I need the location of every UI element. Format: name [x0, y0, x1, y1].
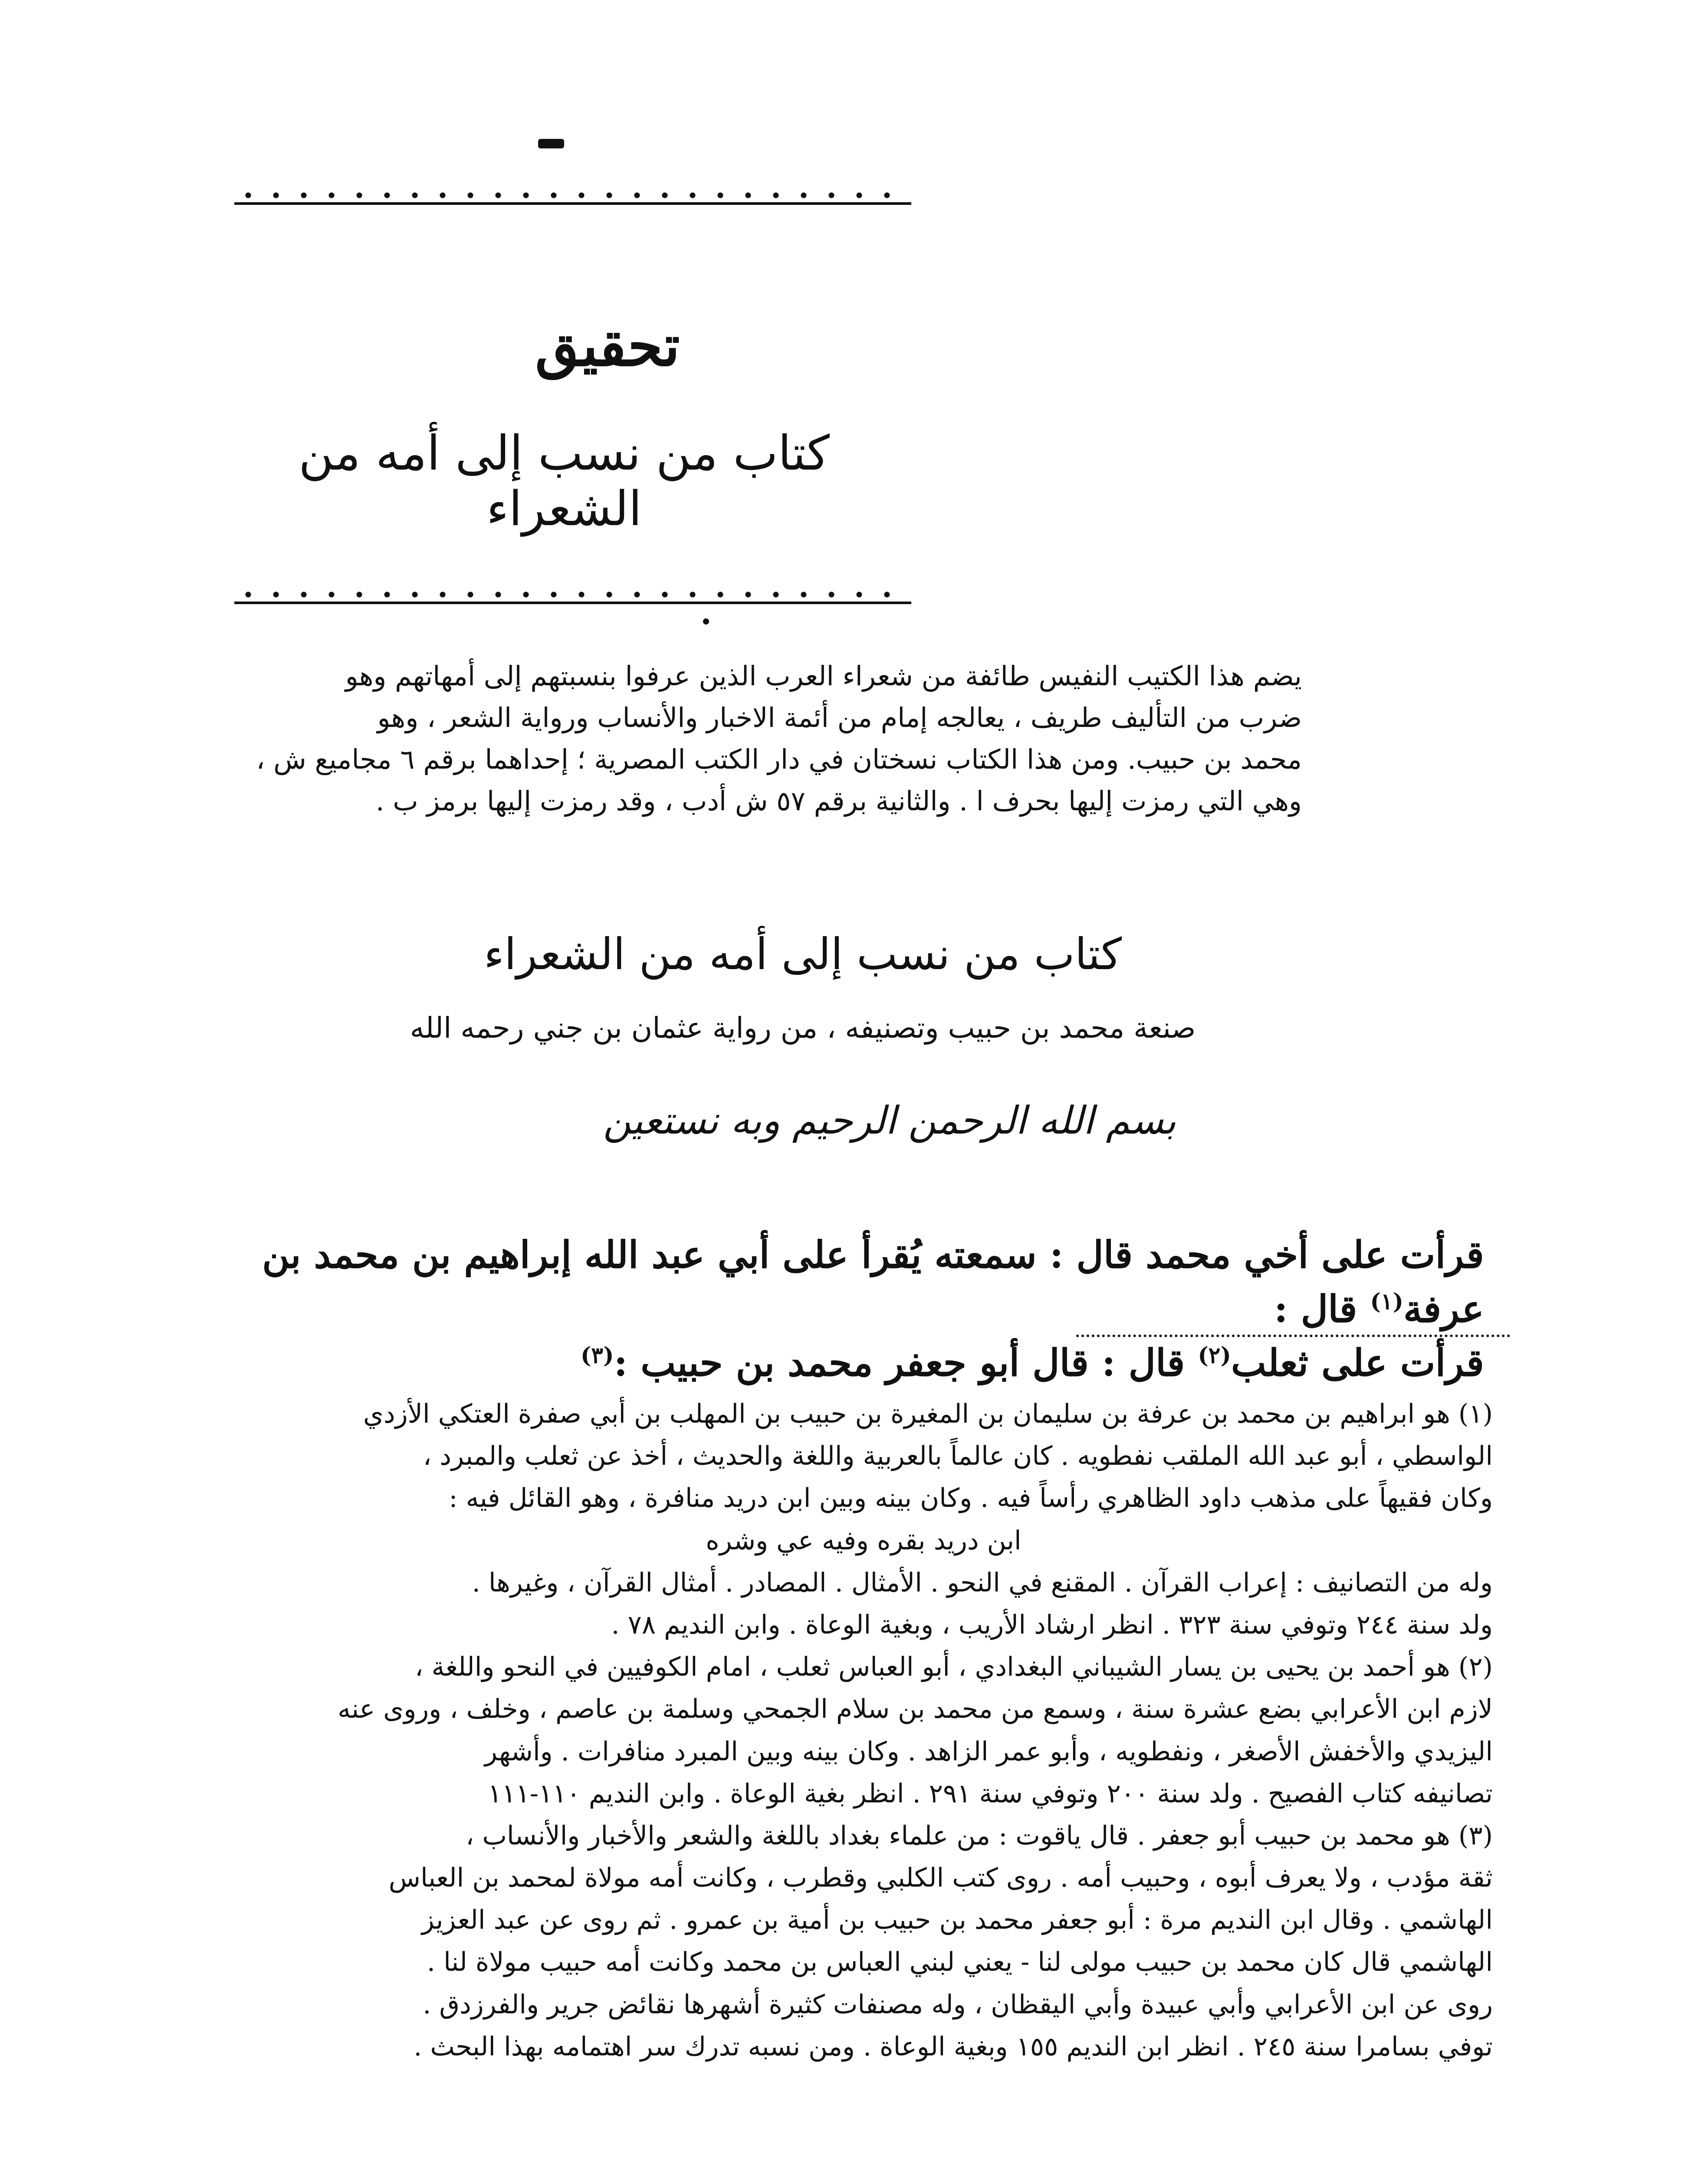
top-ornament-border	[234, 187, 911, 208]
footnote-line: الهاشمي قال كان محمد بن حبيب مولى لنا - يعني لبني العباس بن محمد وكانت أمه حبيب مولاة لنا .	[427, 1947, 1493, 1978]
isnad-text: قال :	[1274, 1287, 1357, 1331]
footnote-line: وله من التصانيف : إعراب القرآن . المقنع في النحو . الأمثال . المصادر . أمثال القرآن ، وغيرها .	[472, 1567, 1493, 1598]
isnad-text: قرأت على ثعلب	[1231, 1341, 1484, 1385]
book-attribution: صنعة محمد بن حبيب وتصنيفه ، من رواية عثمان بن جني رحمه الله	[410, 1011, 1196, 1045]
isnad-text: قال : قال أبو جعفر محمد بن حبيب :	[614, 1341, 1185, 1385]
footnote-line: تصانيفه كتاب الفصيح . ولد سنة ٢٠٠ وتوفي سنة ٢٩١ . انظر بغية الوعاة . وابن النديم ١١٠-١١١	[488, 1778, 1493, 1809]
footnote-separator	[1076, 1335, 1510, 1337]
footnote-line: ثقة مؤدب ، ولا يعرف أبوه ، وحبيب أمه . روى كتب الكلبي وقطرب ، وكانت أمه مولاة لمحمد بن العباس	[388, 1863, 1493, 1894]
footnote-line: (٣) هو محمد بن حبيب أبو جعفر . قال ياقوت : من علماء بغداد باللغة والشعر والأخبار والأنساب ،	[466, 1820, 1493, 1851]
footnote-line: الهاشمي . وقال ابن النديم مرة : أبو جعفر محمد بن حبيب بن أمية بن عمرو . ثم روى عن عبد العزيز	[421, 1905, 1493, 1936]
footnote-line: روى عن ابن الأعرابي وأبي عبيدة وأبي اليقظان ، وله مصنفات كثيرة أشهرها نقائض جرير والفرزدق .	[423, 1989, 1493, 2020]
footnote-line: ولد سنة ٢٤٤ وتوفي سنة ٣٢٣ . انظر ارشاد الأريب ، وبغية الوعاة . وابن النديم ٧٨ .	[611, 1609, 1493, 1640]
book-title: كتاب من نسب إلى أمه من الشعراء	[484, 929, 1122, 980]
intro-line: وهي التي رمزت إليها بحرف ا . والثانية برقم ٥٧ ش أدب ، وقد رمزت إليها برمز ب .	[375, 785, 1302, 817]
footnote-ref-1: (١)	[1370, 1289, 1404, 1315]
footnote-ref-3: (٣)	[580, 1342, 614, 1369]
page-title: تحقيق	[535, 312, 680, 379]
top-mark	[538, 139, 564, 148]
footnote-line: الواسطي ، أبو عبد الله الملقب نفطويه . كان عالماً بالعربية واللغة والحديث ، أخذ عن ثعلب والمبرد ،	[423, 1441, 1493, 1472]
footnotes	[234, 1393, 1493, 2068]
isnad-line-1	[234, 1228, 1484, 1336]
isnad-chain	[234, 1228, 1484, 1391]
footnote-line: توفي بسامرا سنة ٢٤٥ . انظر ابن النديم ١٥٥ وبغية الوعاة . ومن نسبه تدرك سر اهتمامه بهذا البحث .	[414, 2031, 1493, 2062]
footnote-verse: ابن دريد بقره وفيه عي وشره	[706, 1525, 1022, 1556]
isnad-text: قرأت على أخي محمد قال : سمعته يُقرأ على أبي عبد الله إبراهيم بن محمد بن عرفة	[262, 1233, 1484, 1331]
footnote-ref-2: (٢)	[1198, 1342, 1231, 1369]
middle-ornament-border	[234, 586, 911, 608]
isnad-line-2	[234, 1336, 1484, 1391]
intro-line: يضم هذا الكتيب النفيس طائفة من شعراء العرب الذين عرفوا بنسبتهم إلى أمهاتهم وهو	[345, 660, 1302, 692]
page-subtitle: كتاب من نسب إلى أمه من الشعراء	[299, 425, 830, 536]
footnote-line: (٢) هو أحمد بن يحيى بن يسار الشيباني البغدادي ، أبو العباس ثعلب ، امام الكوفيين في النحو واللغة ،	[415, 1652, 1493, 1683]
footnote-line: (١) هو ابراهيم بن محمد بن عرفة بن سليمان بن المغيرة بن حبيب بن المهلب بن أبي صفرة العتكي الأزدي	[363, 1399, 1493, 1429]
footnote-line: لازم ابن الأعرابي بضع عشرة سنة ، وسمع من محمد بن سلام الجمحي وسلمة بن عاصم ، وخلف ، وروى عنه	[338, 1694, 1493, 1725]
basmala: بسم الله الرحمن الرحيم وبه نستعين	[603, 1098, 1176, 1143]
footnote-line: اليزيدي والأخفش الأصغر ، ونفطويه ، وأبو عمر الزاهد . وكان بينه وبين المبرد منافرات . وأشهر	[484, 1736, 1493, 1767]
intro-paragraph	[234, 655, 1302, 822]
intro-line: ضرب من التأليف طريف ، يعالجه إمام من أئمة الاخبار والأنساب ورواية الشعر ، وهو	[377, 702, 1302, 734]
footnote-line: وكان فقيهاً على مذهب داود الظاهري رأساً فيه . وكان بينه وبين ابن دريد منافرة ، وهو القائل فيه :	[449, 1483, 1493, 1514]
ornament-dot	[703, 618, 709, 625]
intro-line: محمد بن حبيب. ومن هذا الكتاب نسختان في دار الكتب المصرية ؛ إحداهما برقم ٦ مجاميع ش ،	[256, 743, 1302, 776]
